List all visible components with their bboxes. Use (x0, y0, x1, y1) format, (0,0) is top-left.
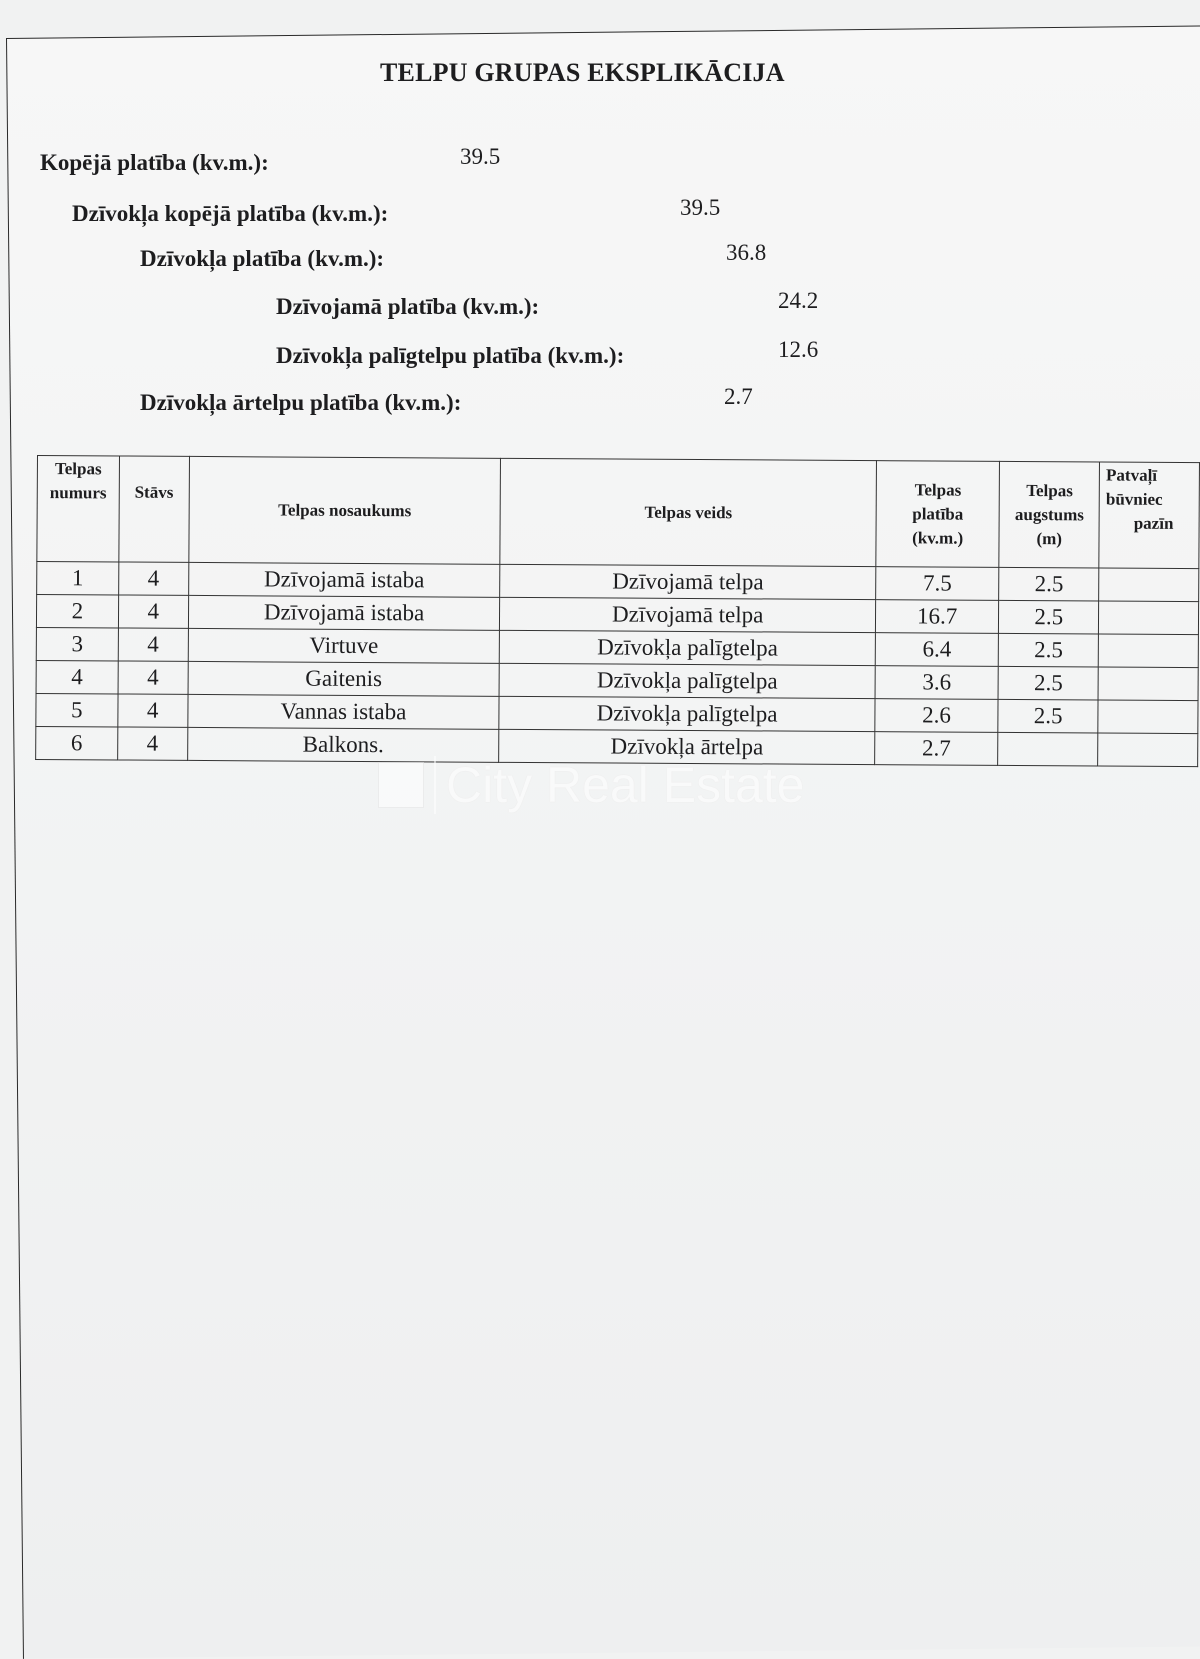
cell-room-area: 16.7 (875, 600, 999, 634)
summary-total-area (40, 144, 501, 176)
header-unauthorized-construction: Patvaļī būvniec pazīn (1099, 462, 1199, 569)
cell-floor: 4 (117, 727, 187, 760)
cell-room-type: Dzīvokļa palīgtelpa (499, 696, 875, 731)
cell-room-type: Dzīvokļa ārtelpa (499, 729, 875, 764)
summary-apartment-area (140, 240, 767, 272)
cell-room-area: 2.6 (875, 699, 999, 733)
header-room-type: Telpas veids (500, 458, 876, 566)
watermark-text: City Real Estate (446, 757, 805, 813)
cell-room-number: 6 (36, 726, 118, 759)
cell-room-name: Gaitenis (188, 661, 500, 696)
cell-unauthorized-construction (1098, 667, 1198, 701)
summary-label: Dzīvokļa kopējā platība (kv.m.): (72, 201, 389, 226)
summary-outdoor-area (140, 384, 753, 416)
summary-living-area (276, 288, 819, 320)
cell-room-height: 2.5 (998, 666, 1098, 700)
document-title: TELPU GRUPAS EKSPLIKĀCIJA (380, 58, 785, 87)
summary-value: 24.2 (778, 288, 819, 313)
cell-unauthorized-construction (1098, 700, 1198, 734)
summary-apartment-total-area (72, 195, 721, 227)
cell-room-type: Dzīvokļa palīgtelpa (499, 663, 875, 698)
watermark-divider (434, 756, 436, 814)
cell-unauthorized-construction (1098, 733, 1198, 767)
header-room-area: Telpas platība (kv.m.) (876, 461, 1000, 568)
header-room-height: Telpas augstums (m) (999, 461, 1099, 568)
header-room-name: Telpas nosaukums (188, 456, 500, 564)
cell-room-number: 5 (36, 693, 118, 726)
cell-room-name: Vannas istaba (187, 694, 499, 729)
cell-room-area: 7.5 (876, 567, 1000, 601)
cell-floor: 4 (118, 562, 188, 595)
summary-label: Dzīvokļa ārtelpu platība (kv.m.): (140, 390, 462, 415)
header-floor: Stāvs (119, 456, 189, 562)
cell-room-height (998, 732, 1098, 766)
cell-room-area: 6.4 (875, 633, 999, 667)
cell-floor: 4 (118, 694, 188, 727)
summary-label: Kopējā platība (kv.m.): (40, 150, 269, 175)
cell-room-number: 4 (36, 660, 118, 693)
cell-room-height: 2.5 (998, 699, 1098, 733)
summary-value: 39.5 (460, 144, 501, 169)
table-header-row (37, 456, 1200, 569)
cell-unauthorized-construction (1099, 568, 1199, 602)
summary-label: Dzīvokļa platība (kv.m.): (140, 246, 385, 271)
cell-room-number: 2 (36, 595, 118, 628)
cell-room-type: Dzīvokļa palīgtelpa (500, 630, 876, 665)
cell-room-number: 3 (36, 627, 118, 660)
header-room-number: Telpas numurs (37, 456, 119, 562)
summary-auxiliary-area (276, 337, 819, 369)
watermark-logo-icon (378, 762, 424, 808)
cell-room-name: Virtuve (188, 628, 500, 663)
summary-value: 2.7 (724, 384, 753, 409)
cell-room-type: Dzīvojamā telpa (500, 597, 876, 632)
cell-floor: 4 (118, 595, 188, 628)
cell-unauthorized-construction (1099, 601, 1199, 635)
cell-room-height: 2.5 (999, 600, 1099, 634)
summary-value: 12.6 (778, 337, 819, 362)
cell-floor: 4 (118, 628, 188, 661)
cell-room-area: 3.6 (875, 666, 999, 700)
cell-room-name: Dzīvojamā istaba (188, 562, 500, 597)
cell-floor: 4 (118, 661, 188, 694)
cell-room-name: Balkons. (187, 727, 499, 762)
cell-room-area: 2.7 (875, 732, 999, 766)
watermark (378, 755, 804, 815)
rooms-table (35, 455, 1200, 767)
cell-room-type: Dzīvojamā telpa (500, 564, 876, 599)
cell-room-number: 1 (37, 562, 119, 595)
summary-label: Dzīvokļa palīgtelpu platība (kv.m.): (276, 343, 625, 368)
summary-value: 39.5 (680, 195, 721, 220)
cell-unauthorized-construction (1098, 634, 1198, 668)
cell-room-height: 2.5 (999, 633, 1099, 667)
summary-label: Dzīvojamā platība (kv.m.): (276, 294, 540, 319)
cell-room-height: 2.5 (999, 567, 1099, 601)
cell-room-name: Dzīvojamā istaba (188, 595, 500, 630)
summary-value: 36.8 (726, 240, 767, 265)
